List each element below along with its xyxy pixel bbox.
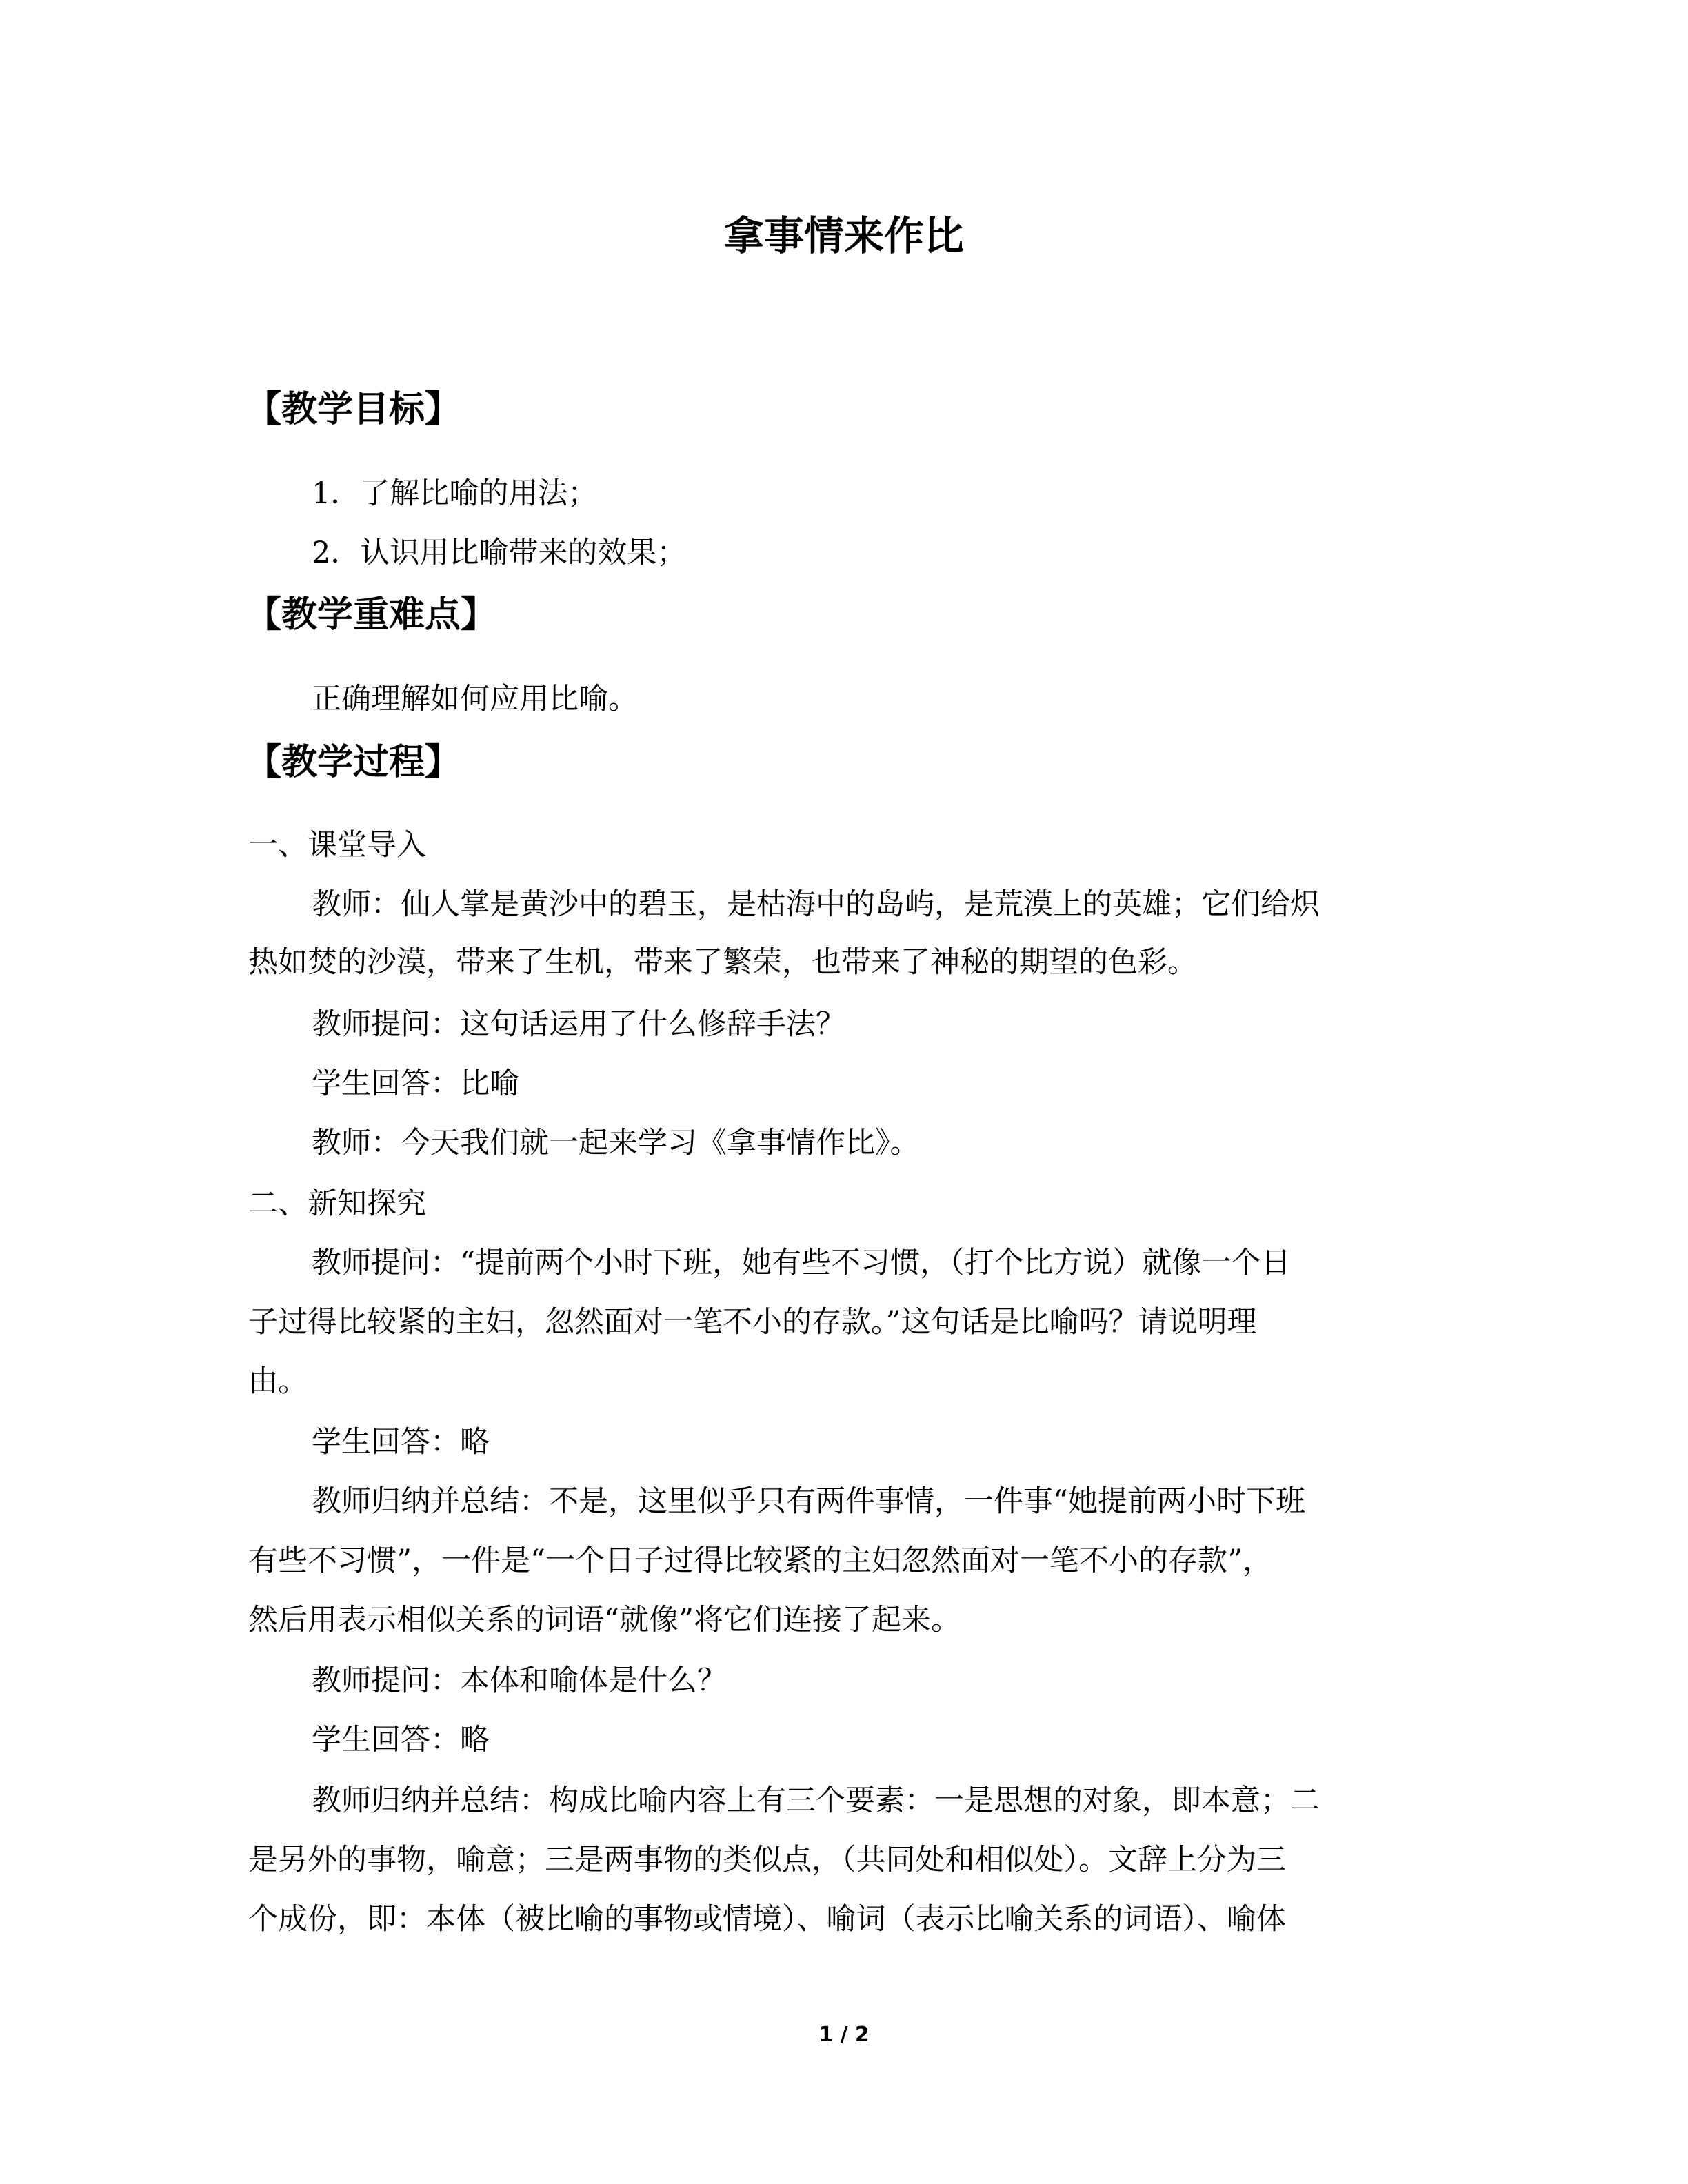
part1-para1-line2: 热如焚的沙漠，带来了生机，带来了繁荣，也带来了神秘的期望的色彩。 — [248, 945, 1197, 980]
part2-summary1-line1: 教师归纳并总结：不是，这里似乎只有两件事情，一件事“她提前两小时下班 — [312, 1484, 1305, 1519]
page-number: 1 / 2 — [818, 2023, 870, 2047]
part1-para1-line1: 教师：仙人掌是黄沙中的碧玉，是枯海中的岛屿，是荒漠上的英雄；它们给炽 — [312, 887, 1320, 922]
part1-answer: 学生回答：比喻 — [312, 1066, 519, 1101]
part1-heading: 一、课堂导入 — [248, 828, 426, 862]
part2-summary1-line3: 然后用表示相似关系的词语“就像”将它们连接了起来。 — [248, 1603, 961, 1637]
part2-summary2-line2: 是另外的事物，喻意；三是两事物的类似点，（共同处和相似处）。文辞上分为三 — [248, 1843, 1286, 1877]
part1-teacher: 教师：今天我们就一起来学习《拿事情作比》。 — [312, 1126, 920, 1160]
part2-summary2-line1: 教师归纳并总结：构成比喻内容上有三个要素：一是思想的对象，即本意；二 — [312, 1783, 1320, 1818]
page-title: 拿事情来作比 — [723, 212, 964, 259]
key-points-heading: 【教学重难点】 — [245, 594, 497, 636]
objective-item-1: 1．了解比喻的用法； — [312, 476, 598, 511]
part2-answer2: 学生回答：略 — [312, 1723, 490, 1757]
part1-question: 教师提问：这句话运用了什么修辞手法？ — [312, 1007, 845, 1042]
part2-summary1-line2: 有些不习惯”，一件是“一个日子过得比较紧的主妇忽然面对一笔不小的存款”， — [248, 1544, 1272, 1578]
part2-answer1: 学生回答：略 — [312, 1425, 490, 1459]
part2-question1-line1: 教师提问：“提前两个小时下班，她有些不习惯，（打个比方说）就像一个日 — [312, 1246, 1291, 1280]
process-heading: 【教学过程】 — [245, 742, 461, 783]
part2-summary2-line3: 个成份，即：本体（被比喻的事物或情境）、喻词（表示比喻关系的词语）、喻体 — [248, 1902, 1286, 1937]
part2-question1-line2: 子过得比较紧的主妇，忽然面对一笔不小的存款。”这句话是比喻吗？请说明理 — [248, 1305, 1257, 1339]
key-points-text: 正确理解如何应用比喻。 — [312, 682, 638, 716]
part2-question1-line3: 由。 — [248, 1364, 308, 1399]
part2-question2: 教师提问：本体和喻体是什么？ — [312, 1664, 727, 1698]
part2-heading: 二、新知探究 — [248, 1186, 426, 1221]
objectives-heading: 【教学目标】 — [245, 389, 461, 430]
objective-item-2: 2．认识用比喻带来的效果； — [312, 536, 687, 570]
